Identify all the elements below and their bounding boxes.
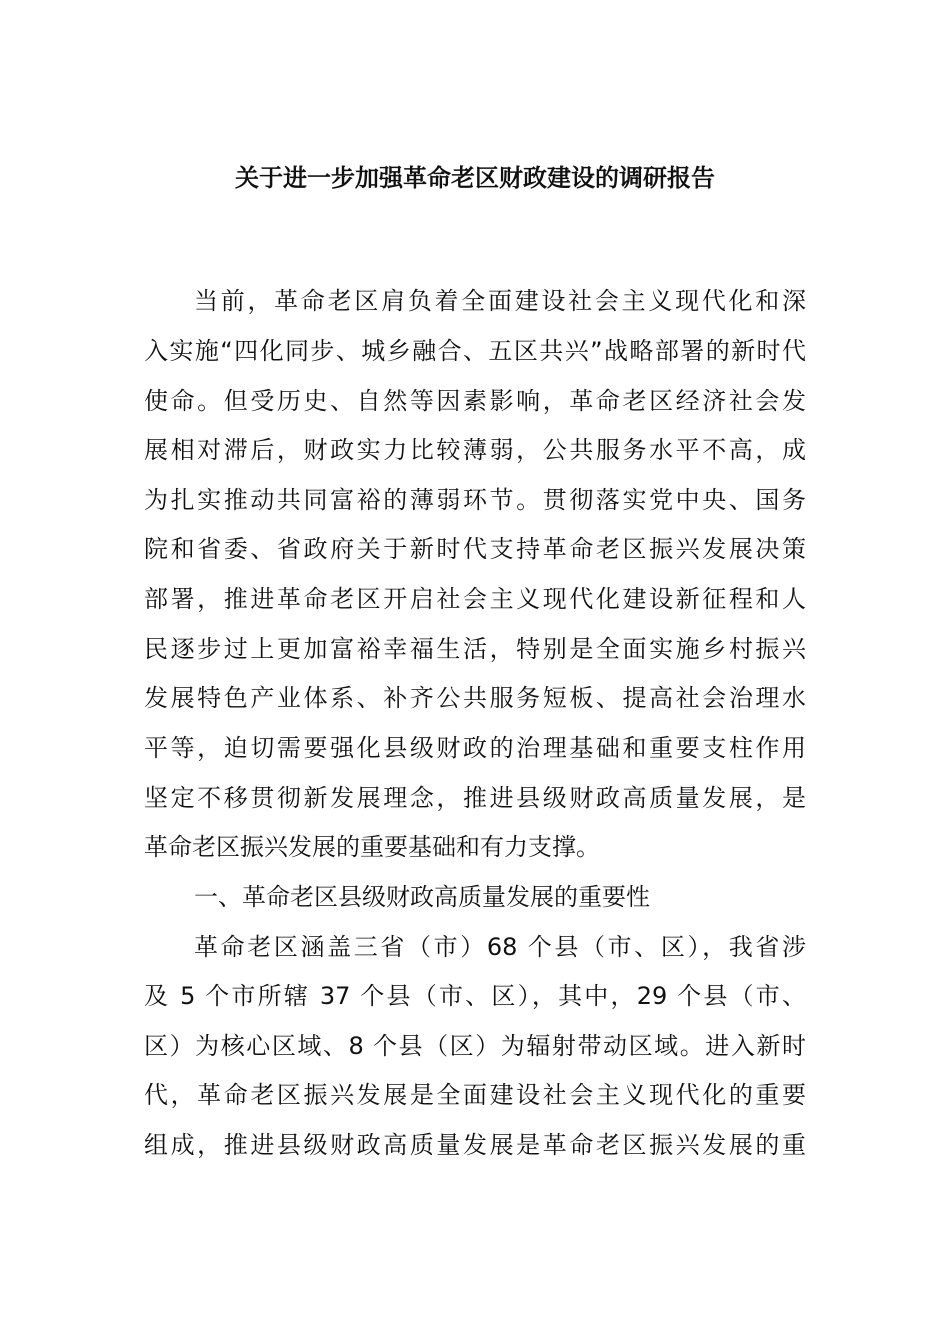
paragraph-line: 入实施“四化同步、城乡融合、五区共兴”战略部署的新时代 [144,337,806,365]
paragraph-line: 区）为核心区域、8 个县（区）为辐射带动区域。进入新时 [144,1032,806,1060]
document-title: 关于进一步加强革命老区财政建设的调研报告 [235,164,715,192]
paragraph-line: 代，革命老区振兴发展是全面建设社会主义现代化的重要 [144,1081,806,1109]
paragraph-line: 组成，推进县级财政高质量发展是革命老区振兴发展的重 [144,1131,806,1159]
paragraph-line: 使命。但受历史、自然等因素影响，革命老区经济社会发 [144,387,806,415]
paragraph-line: 部署，推进革命老区开启社会主义现代化建设新征程和人 [144,585,806,613]
paragraph-line: 坚定不移贯彻新发展理念，推进县级财政高质量发展，是 [144,784,806,812]
paragraph-line: 当前，革命老区肩负着全面建设社会主义现代化和深 [194,287,806,315]
paragraph-line: 平等，迫切需要强化县级财政的治理基础和重要支柱作用 [144,734,806,762]
paragraph-line: 为扎实推动共同富裕的薄弱环节。贯彻落实党中央、国务 [144,486,806,514]
section-heading: 一、革命老区县级财政高质量发展的重要性 [194,883,650,911]
paragraph-line: 民逐步过上更加富裕幸福生活，特别是全面实施乡村振兴 [144,635,806,663]
paragraph-line: 革命老区涵盖三省（市）68 个县（市、区），我省涉 [194,933,806,961]
paragraph-line: 革命老区振兴发展的重要基础和有力支撑。 [144,833,600,861]
paragraph-line: 及 5 个市所辖 37 个县（市、区），其中，29 个县（市、 [144,982,806,1010]
paragraph-line: 展相对滞后，财政实力比较薄弱，公共服务水平不高，成 [144,436,806,464]
paragraph-line: 院和省委、省政府关于新时代支持革命老区振兴发展决策 [144,535,806,563]
paragraph-line: 发展特色产业体系、补齐公共服务短板、提高社会治理水 [144,684,806,712]
